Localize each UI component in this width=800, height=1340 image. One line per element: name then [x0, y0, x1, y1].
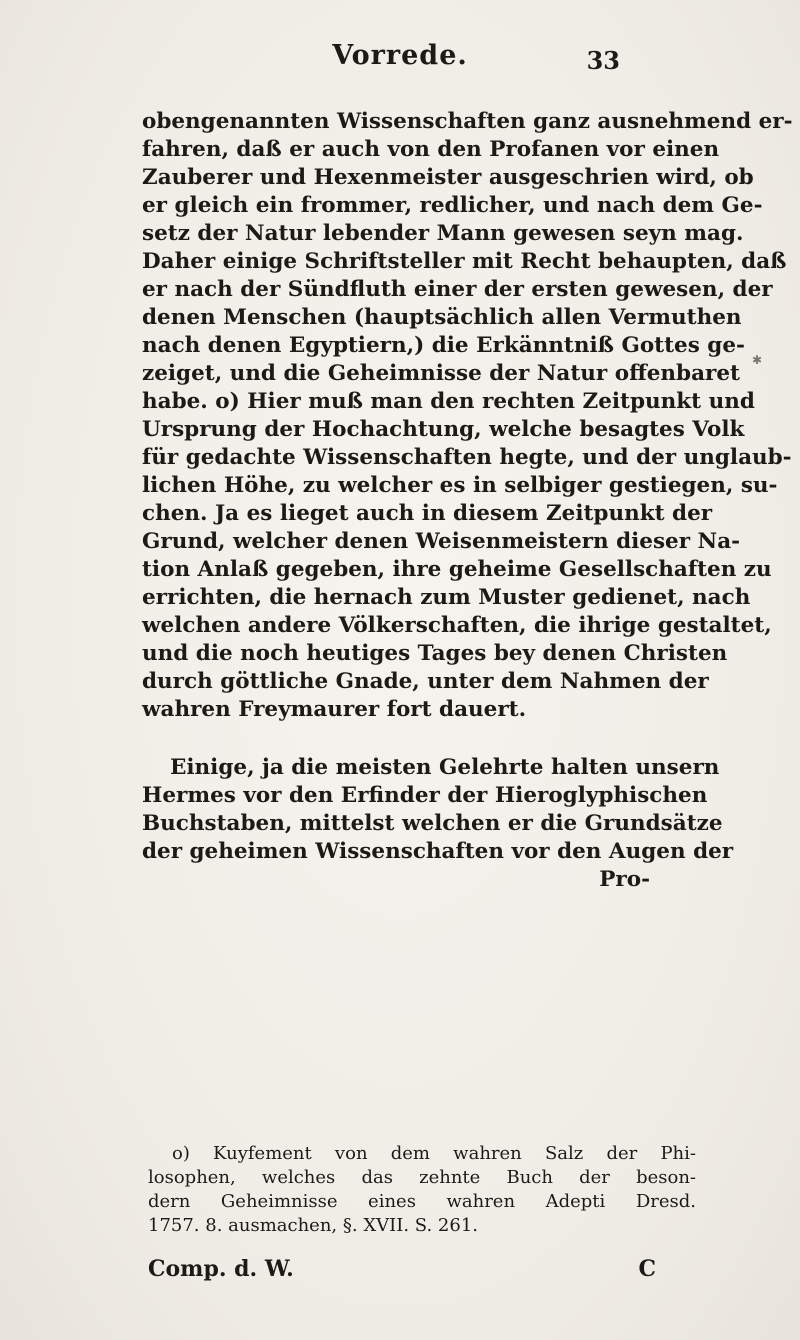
text-line: Buchstaben, mittelst welchen er die Grundsätze [142, 811, 723, 836]
text-line: welchen andere Völkerschaften, die ihrige gestaltet, [142, 613, 772, 638]
text-line: zeiget, und die Geheimnisse der Natur offenbaret [142, 361, 740, 386]
text-line: Grund, welcher denen Weisenmeistern dieser Na- [142, 529, 741, 554]
text-line: er gleich ein frommer, redlicher, und nach dem Ge- [142, 193, 763, 218]
text-line: chen. Ja es lieget auch in diesem Zeitpunkt der [142, 501, 713, 526]
text-line: tion Anlaß gegeben, ihre geheime Gesellschaften zu [142, 557, 772, 582]
page-number: 33 [586, 46, 620, 75]
text-line: durch göttliche Gnade, unter dem Nahmen der [142, 669, 709, 694]
text-line: lichen Höhe, zu welcher es in selbiger gestiegen, su- [142, 473, 778, 498]
running-title: Vorrede. [332, 40, 468, 71]
text-line: für gedachte Wissenschaften hegte, und der unglaub- [142, 445, 792, 470]
running-head [0, 40, 800, 80]
text-line: Daher einige Schriftsteller mit Recht behaupten, daß [142, 249, 787, 274]
text-line: habe. o) Hier muß man den rechten Zeitpunkt und [142, 389, 755, 414]
text-line: 1757. 8. ausmachen, §. XVII. S. 261. [148, 1215, 479, 1236]
text-line: Ursprung der Hochachtung, welche besagtes Volk [142, 417, 745, 442]
text-line: dern Geheimnisse eines wahren Adepti Dresd. [148, 1191, 696, 1212]
text-line: Einige, ja die meisten Gelehrte halten unsern [170, 755, 720, 780]
text-line: Hermes vor den Erfinder der Hieroglyphischen [142, 783, 708, 808]
text-line: der geheimen Wissenschaften vor den Augen der [142, 839, 734, 864]
footnote [148, 1142, 696, 1238]
catchword: Pro- [599, 867, 650, 892]
body-text [142, 108, 793, 894]
signature-mark: Comp. d. W. [148, 1256, 294, 1282]
margin-mark: ✱ [752, 353, 763, 367]
text-line: setz der Natur lebender Mann gewesen seyn mag. [142, 221, 744, 246]
text-line: obengenannten Wissenschaften ganz ausnehmend er- [142, 109, 793, 134]
text-line: errichten, die hernach zum Muster gedienet, nach [142, 585, 751, 610]
text-line: er nach der Sündfluth einer der ersten gewesen, der [142, 277, 773, 302]
signature-letter: C [638, 1256, 656, 1282]
text-line: und die noch heutiges Tages bey denen Christen [142, 641, 728, 666]
paragraph-gap [142, 724, 694, 754]
text-line: fahren, daß er auch von den Profanen vor einen [142, 137, 720, 162]
text-line: o) Kuyfement von dem wahren Salz der Phi- [172, 1143, 696, 1164]
text-line: nach denen Egyptiern,) die Erkänntniß Gottes ge- [142, 333, 745, 358]
text-line: denen Menschen (hauptsächlich allen Vermuthen [142, 305, 742, 330]
paragraph-1 [142, 108, 793, 724]
text-line: losophen, welches das zehnte Buch der beson- [148, 1167, 696, 1188]
paragraph-2 [142, 754, 734, 866]
text-line: Zauberer und Hexenmeister ausgeschrien wird, ob [142, 165, 754, 190]
text-line: wahren Freymaurer fort dauert. [142, 697, 527, 722]
signature-row [148, 1256, 656, 1286]
